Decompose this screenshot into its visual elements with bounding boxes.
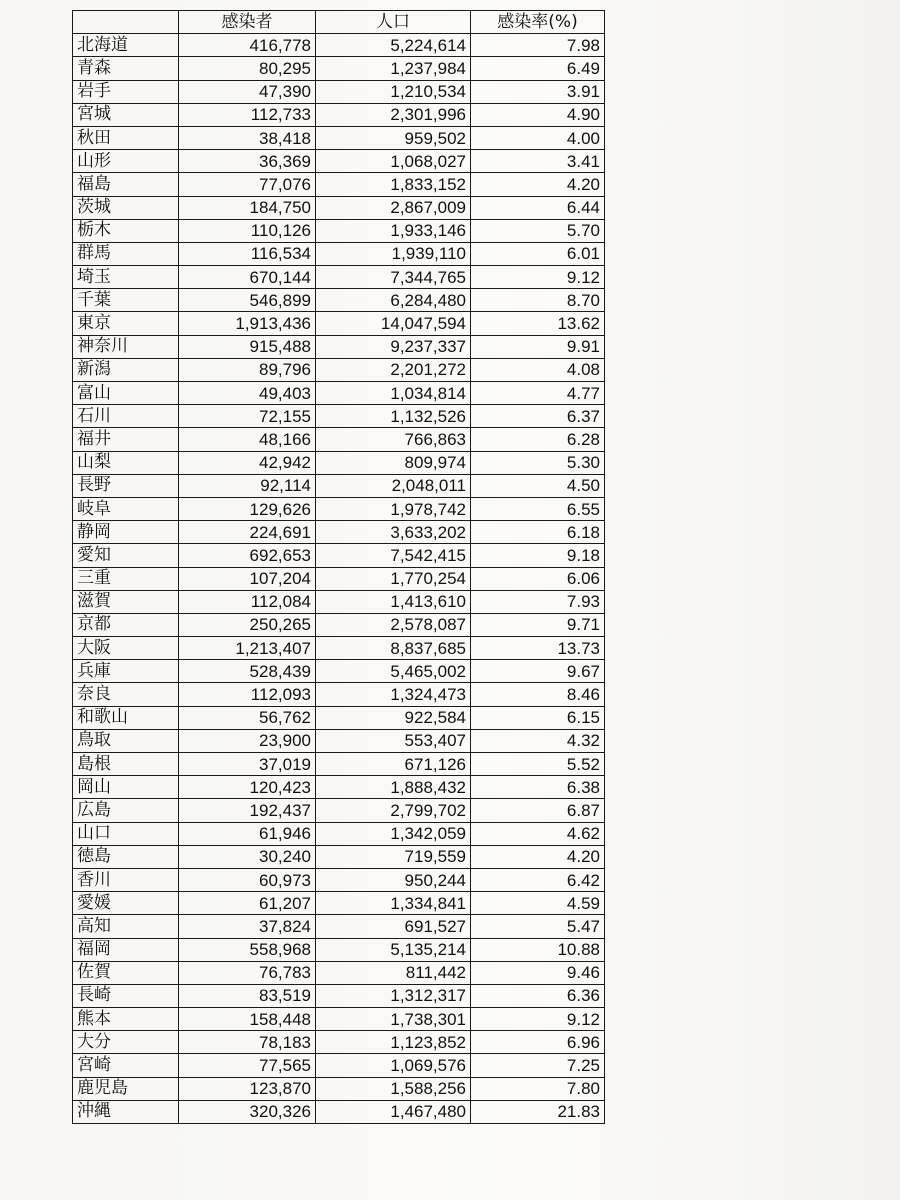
infected-cell: 129,626 xyxy=(179,497,316,520)
population-cell: 1,770,254 xyxy=(316,567,471,590)
table-row xyxy=(73,590,605,613)
prefecture-cell: 栃木 xyxy=(73,219,179,242)
infection-rate-cell: 4.00 xyxy=(471,126,605,149)
prefecture-cell: 長崎 xyxy=(73,984,179,1007)
population-cell: 9,237,337 xyxy=(316,335,471,358)
population-cell: 1,467,480 xyxy=(316,1100,471,1123)
population-cell: 14,047,594 xyxy=(316,312,471,335)
infected-cell: 250,265 xyxy=(179,613,316,636)
prefecture-cell: 鹿児島 xyxy=(73,1077,179,1100)
infected-cell: 224,691 xyxy=(179,521,316,544)
population-cell: 1,978,742 xyxy=(316,497,471,520)
table-row xyxy=(73,497,605,520)
table-row xyxy=(73,567,605,590)
infection-rate-cell: 7.98 xyxy=(471,34,605,57)
infected-cell: 48,166 xyxy=(179,428,316,451)
infected-cell: 112,084 xyxy=(179,590,316,613)
prefecture-cell: 奈良 xyxy=(73,683,179,706)
table-row xyxy=(73,776,605,799)
table-row xyxy=(73,1031,605,1054)
infection-rate-cell: 5.47 xyxy=(471,915,605,938)
population-cell: 7,542,415 xyxy=(316,544,471,567)
infected-cell: 112,093 xyxy=(179,683,316,706)
prefecture-cell: 静岡 xyxy=(73,521,179,544)
prefecture-cell: 和歌山 xyxy=(73,706,179,729)
prefecture-cell: 京都 xyxy=(73,613,179,636)
table-row xyxy=(73,845,605,868)
population-cell: 2,301,996 xyxy=(316,103,471,126)
table-row xyxy=(73,961,605,984)
infected-cell: 76,783 xyxy=(179,961,316,984)
table-row xyxy=(73,753,605,776)
infection-rate-cell: 6.38 xyxy=(471,776,605,799)
infected-cell: 38,418 xyxy=(179,126,316,149)
infection-rate-cell: 5.30 xyxy=(471,451,605,474)
table-row xyxy=(73,544,605,567)
infection-rate-cell: 8.46 xyxy=(471,683,605,706)
population-cell: 1,068,027 xyxy=(316,150,471,173)
prefecture-cell: 宮崎 xyxy=(73,1054,179,1077)
infected-cell: 60,973 xyxy=(179,868,316,891)
population-cell: 1,210,534 xyxy=(316,80,471,103)
table-row xyxy=(73,266,605,289)
prefecture-cell: 群馬 xyxy=(73,242,179,265)
infection-rate-cell: 4.20 xyxy=(471,845,605,868)
infection-rate-cell: 3.91 xyxy=(471,80,605,103)
infected-cell: 110,126 xyxy=(179,219,316,242)
prefecture-cell: 富山 xyxy=(73,382,179,405)
prefecture-cell: 北海道 xyxy=(73,34,179,57)
population-cell: 719,559 xyxy=(316,845,471,868)
infection-rate-cell: 3.41 xyxy=(471,150,605,173)
table-row xyxy=(73,799,605,822)
population-cell: 1,312,317 xyxy=(316,984,471,1007)
infection-rate-cell: 13.73 xyxy=(471,637,605,660)
prefecture-cell: 滋賀 xyxy=(73,590,179,613)
infection-rate-cell: 6.37 xyxy=(471,405,605,428)
table-row xyxy=(73,34,605,57)
population-cell: 1,738,301 xyxy=(316,1008,471,1031)
infected-cell: 192,437 xyxy=(179,799,316,822)
infected-cell: 83,519 xyxy=(179,984,316,1007)
table-row xyxy=(73,613,605,636)
prefecture-cell: 兵庫 xyxy=(73,660,179,683)
table-row xyxy=(73,868,605,891)
population-cell: 1,123,852 xyxy=(316,1031,471,1054)
infection-rate-cell: 7.93 xyxy=(471,590,605,613)
infected-cell: 1,913,436 xyxy=(179,312,316,335)
population-cell: 5,465,002 xyxy=(316,660,471,683)
population-cell: 959,502 xyxy=(316,126,471,149)
population-cell: 950,244 xyxy=(316,868,471,891)
infected-cell: 416,778 xyxy=(179,34,316,57)
infected-cell: 692,653 xyxy=(179,544,316,567)
infected-cell: 42,942 xyxy=(179,451,316,474)
infected-cell: 670,144 xyxy=(179,266,316,289)
population-cell: 1,034,814 xyxy=(316,382,471,405)
table-row xyxy=(73,405,605,428)
prefecture-cell: 岐阜 xyxy=(73,497,179,520)
table-row xyxy=(73,335,605,358)
infection-rate-cell: 9.67 xyxy=(471,660,605,683)
population-cell: 1,888,432 xyxy=(316,776,471,799)
table-row xyxy=(73,451,605,474)
population-cell: 2,578,087 xyxy=(316,613,471,636)
prefecture-cell: 熊本 xyxy=(73,1008,179,1031)
population-cell: 2,799,702 xyxy=(316,799,471,822)
infection-rate-cell: 6.49 xyxy=(471,57,605,80)
infection-rate-cell: 5.52 xyxy=(471,753,605,776)
infected-cell: 78,183 xyxy=(179,1031,316,1054)
population-cell: 1,237,984 xyxy=(316,57,471,80)
prefecture-cell: 福井 xyxy=(73,428,179,451)
header-prefecture xyxy=(73,11,179,34)
population-cell: 8,837,685 xyxy=(316,637,471,660)
infected-cell: 546,899 xyxy=(179,289,316,312)
population-cell: 1,132,526 xyxy=(316,405,471,428)
population-cell: 2,867,009 xyxy=(316,196,471,219)
population-cell: 1,933,146 xyxy=(316,219,471,242)
table-row xyxy=(73,683,605,706)
prefecture-cell: 福島 xyxy=(73,173,179,196)
population-cell: 809,974 xyxy=(316,451,471,474)
prefecture-cell: 三重 xyxy=(73,567,179,590)
infected-cell: 116,534 xyxy=(179,242,316,265)
infected-cell: 77,565 xyxy=(179,1054,316,1077)
table-row xyxy=(73,1100,605,1123)
table-body xyxy=(73,34,605,1124)
population-cell: 1,324,473 xyxy=(316,683,471,706)
table-row xyxy=(73,242,605,265)
infection-rate-cell: 9.91 xyxy=(471,335,605,358)
table-row xyxy=(73,428,605,451)
population-cell: 766,863 xyxy=(316,428,471,451)
infection-rate-cell: 6.06 xyxy=(471,567,605,590)
infected-cell: 915,488 xyxy=(179,335,316,358)
table-row xyxy=(73,915,605,938)
infected-cell: 184,750 xyxy=(179,196,316,219)
infected-cell: 77,076 xyxy=(179,173,316,196)
table-row xyxy=(73,173,605,196)
table-row xyxy=(73,984,605,1007)
population-cell: 2,048,011 xyxy=(316,474,471,497)
infection-rate-cell: 6.15 xyxy=(471,706,605,729)
prefecture-cell: 徳島 xyxy=(73,845,179,868)
population-cell: 1,939,110 xyxy=(316,242,471,265)
population-cell: 6,284,480 xyxy=(316,289,471,312)
header-infected: 感染者 xyxy=(179,11,316,34)
prefecture-cell: 茨城 xyxy=(73,196,179,219)
population-cell: 671,126 xyxy=(316,753,471,776)
table-row xyxy=(73,103,605,126)
population-cell: 2,201,272 xyxy=(316,358,471,381)
prefecture-cell: 愛媛 xyxy=(73,892,179,915)
infection-rate-cell: 4.50 xyxy=(471,474,605,497)
infection-rate-cell: 21.83 xyxy=(471,1100,605,1123)
prefecture-cell: 広島 xyxy=(73,799,179,822)
table-row xyxy=(73,474,605,497)
population-cell: 1,334,841 xyxy=(316,892,471,915)
prefecture-cell: 佐賀 xyxy=(73,961,179,984)
infection-rate-cell: 7.25 xyxy=(471,1054,605,1077)
population-cell: 1,833,152 xyxy=(316,173,471,196)
prefecture-cell: 愛知 xyxy=(73,544,179,567)
infection-rate-cell: 6.28 xyxy=(471,428,605,451)
prefecture-cell: 神奈川 xyxy=(73,335,179,358)
table-row xyxy=(73,382,605,405)
infection-rate-cell: 4.59 xyxy=(471,892,605,915)
infection-rate-cell: 6.96 xyxy=(471,1031,605,1054)
prefecture-cell: 高知 xyxy=(73,915,179,938)
header-population: 人口 xyxy=(316,11,471,34)
table-row xyxy=(73,892,605,915)
prefecture-cell: 山形 xyxy=(73,150,179,173)
prefecture-cell: 長野 xyxy=(73,474,179,497)
infection-rate-cell: 8.70 xyxy=(471,289,605,312)
prefecture-cell: 石川 xyxy=(73,405,179,428)
table-row xyxy=(73,1054,605,1077)
table-row xyxy=(73,57,605,80)
table-row xyxy=(73,637,605,660)
population-cell: 691,527 xyxy=(316,915,471,938)
prefecture-cell: 岡山 xyxy=(73,776,179,799)
prefecture-cell: 山口 xyxy=(73,822,179,845)
population-cell: 3,633,202 xyxy=(316,521,471,544)
table-row xyxy=(73,80,605,103)
infection-rate-cell: 9.12 xyxy=(471,1008,605,1031)
prefecture-cell: 山梨 xyxy=(73,451,179,474)
infection-rate-cell: 6.36 xyxy=(471,984,605,1007)
infected-cell: 23,900 xyxy=(179,729,316,752)
infection-rate-cell: 6.42 xyxy=(471,868,605,891)
prefecture-cell: 大阪 xyxy=(73,637,179,660)
infected-cell: 92,114 xyxy=(179,474,316,497)
infection-rate-cell: 4.62 xyxy=(471,822,605,845)
prefecture-cell: 東京 xyxy=(73,312,179,335)
prefecture-cell: 埼玉 xyxy=(73,266,179,289)
prefecture-cell: 鳥取 xyxy=(73,729,179,752)
prefecture-cell: 宮城 xyxy=(73,103,179,126)
table-row xyxy=(73,822,605,845)
infected-cell: 528,439 xyxy=(179,660,316,683)
infection-rate-cell: 6.18 xyxy=(471,521,605,544)
infected-cell: 49,403 xyxy=(179,382,316,405)
population-cell: 5,224,614 xyxy=(316,34,471,57)
table-row xyxy=(73,150,605,173)
prefecture-cell: 秋田 xyxy=(73,126,179,149)
infection-rate-cell: 6.87 xyxy=(471,799,605,822)
population-cell: 1,588,256 xyxy=(316,1077,471,1100)
infected-cell: 30,240 xyxy=(179,845,316,868)
infection-rate-cell: 10.88 xyxy=(471,938,605,961)
infection-rate-cell: 4.08 xyxy=(471,358,605,381)
infection-rate-cell: 9.18 xyxy=(471,544,605,567)
infected-cell: 47,390 xyxy=(179,80,316,103)
infected-cell: 107,204 xyxy=(179,567,316,590)
infected-cell: 61,946 xyxy=(179,822,316,845)
infected-cell: 123,870 xyxy=(179,1077,316,1100)
prefecture-cell: 青森 xyxy=(73,57,179,80)
infected-cell: 320,326 xyxy=(179,1100,316,1123)
infection-rate-cell: 6.44 xyxy=(471,196,605,219)
infected-cell: 89,796 xyxy=(179,358,316,381)
infected-cell: 61,207 xyxy=(179,892,316,915)
population-cell: 811,442 xyxy=(316,961,471,984)
table-row xyxy=(73,1008,605,1031)
infected-cell: 72,155 xyxy=(179,405,316,428)
infection-rate-cell: 4.90 xyxy=(471,103,605,126)
table-row xyxy=(73,358,605,381)
prefecture-cell: 千葉 xyxy=(73,289,179,312)
prefecture-cell: 新潟 xyxy=(73,358,179,381)
infected-cell: 120,423 xyxy=(179,776,316,799)
table-row xyxy=(73,126,605,149)
header-infection-rate: 感染率(%) xyxy=(471,11,605,34)
population-cell: 922,584 xyxy=(316,706,471,729)
population-cell: 1,413,610 xyxy=(316,590,471,613)
infection-rate-cell: 9.12 xyxy=(471,266,605,289)
table-row xyxy=(73,196,605,219)
infection-rate-cell: 4.77 xyxy=(471,382,605,405)
population-cell: 5,135,214 xyxy=(316,938,471,961)
infection-rate-cell: 6.55 xyxy=(471,497,605,520)
prefecture-cell: 大分 xyxy=(73,1031,179,1054)
population-cell: 1,069,576 xyxy=(316,1054,471,1077)
prefecture-cell: 沖縄 xyxy=(73,1100,179,1123)
infected-cell: 37,824 xyxy=(179,915,316,938)
infection-rate-cell: 4.20 xyxy=(471,173,605,196)
table-row xyxy=(73,1077,605,1100)
infection-rate-cell: 4.32 xyxy=(471,729,605,752)
header-row xyxy=(73,11,605,34)
infected-cell: 56,762 xyxy=(179,706,316,729)
prefecture-cell: 香川 xyxy=(73,868,179,891)
infected-cell: 112,733 xyxy=(179,103,316,126)
table-row xyxy=(73,660,605,683)
table-row xyxy=(73,729,605,752)
population-cell: 1,342,059 xyxy=(316,822,471,845)
population-cell: 7,344,765 xyxy=(316,266,471,289)
infection-rate-cell: 6.01 xyxy=(471,242,605,265)
infected-cell: 158,448 xyxy=(179,1008,316,1031)
prefecture-infection-table xyxy=(72,10,605,1124)
infected-cell: 36,369 xyxy=(179,150,316,173)
infection-rate-cell: 7.80 xyxy=(471,1077,605,1100)
infection-rate-cell: 9.46 xyxy=(471,961,605,984)
table-row xyxy=(73,312,605,335)
table-row xyxy=(73,706,605,729)
infection-rate-cell: 9.71 xyxy=(471,613,605,636)
infected-cell: 558,968 xyxy=(179,938,316,961)
population-cell: 553,407 xyxy=(316,729,471,752)
infected-cell: 80,295 xyxy=(179,57,316,80)
infected-cell: 37,019 xyxy=(179,753,316,776)
prefecture-cell: 岩手 xyxy=(73,80,179,103)
table-row xyxy=(73,219,605,242)
table-row xyxy=(73,521,605,544)
infection-rate-cell: 13.62 xyxy=(471,312,605,335)
table-row xyxy=(73,289,605,312)
infection-rate-cell: 5.70 xyxy=(471,219,605,242)
prefecture-cell: 島根 xyxy=(73,753,179,776)
infected-cell: 1,213,407 xyxy=(179,637,316,660)
prefecture-cell: 福岡 xyxy=(73,938,179,961)
table-row xyxy=(73,938,605,961)
